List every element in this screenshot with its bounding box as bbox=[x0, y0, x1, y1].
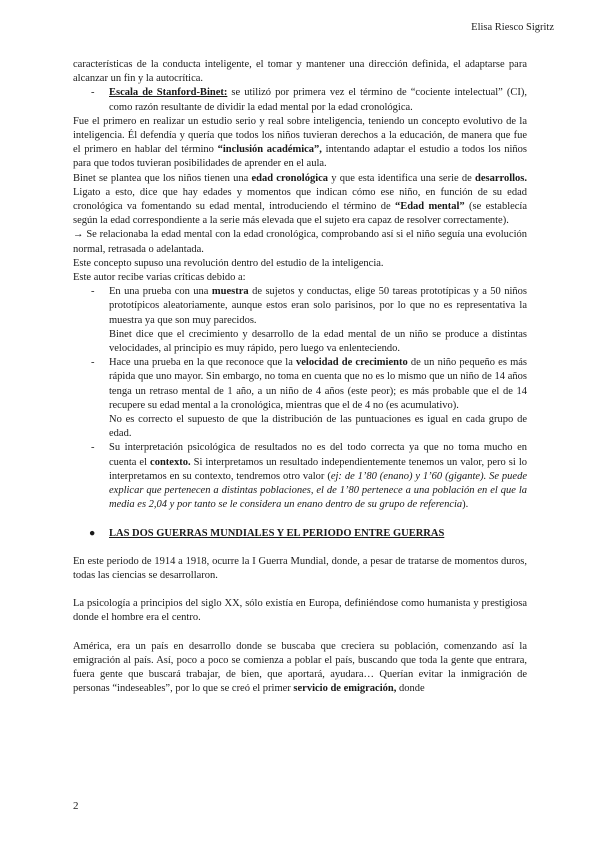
stanford-list bbox=[73, 86, 527, 114]
paragraph-binet-pioneer bbox=[73, 115, 527, 172]
list-item-muestra bbox=[73, 285, 527, 356]
term-contexto: contexto. bbox=[150, 456, 191, 468]
example-italic: ej: de 1’80 (enano) y 1’60 (gigante). Se puede explicar que pertenecen a distintas poblaciones, el de 1’80 pertenece a una población en el que la media es 2,04 y por tanto se le considera un enano dentro de su grupo de referencia bbox=[109, 470, 527, 511]
text-run: Ligato a esto, dice que hay edades y momentos que indican cómo ese niño, en función de su edad cronológica va fomentando su edad mental, introduciendo el término de bbox=[73, 186, 527, 213]
paragraph-america bbox=[73, 640, 527, 697]
section-title: LAS DOS GUERRAS MUNDIALES Y EL PERIODO ENTRE GUERRAS bbox=[109, 527, 445, 539]
term-muestra: muestra bbox=[211, 286, 249, 298]
text-run: Su interpretación psicológica de resultados no es del todo correcta ya que no toma mucho en cuenta el bbox=[109, 442, 527, 468]
list-item-velocidad bbox=[73, 356, 527, 441]
paragraph-revolution: Este concepto supuso una revolución dentro del estudio de la inteligencia. bbox=[73, 257, 384, 269]
criticism-list bbox=[73, 285, 527, 512]
text-run: intentando adaptar el estudio a todos los niños para que todos tuvieran posibilidades de aprender en el aula. bbox=[73, 144, 527, 170]
list-item-stanford bbox=[73, 86, 527, 114]
text-run: En una prueba con una bbox=[109, 286, 212, 298]
text-run: de sujetos y conductas, elige 50 tareas prototípicas y a 50 niños prototípicos aleatoriamente, aunque estos eran solo parisinos, por lo que no es representativa la muestra ya que son muy parecidos. bbox=[109, 286, 528, 326]
text-run: Fue el primero en realizar un estudio serio y real sobre inteligencia, teniendo un concepto evolutivo de la inteligencia. Él defendía y quería que todos los niños tuvieran derechos a la educación, de manera que fue el primero en hablar del término bbox=[73, 115, 527, 156]
paragraph-i-guerra: En este periodo de 1914 a 1918, ocurre la I Guerra Mundial, donde, a pesar de tratarse de momentos duros, todas las ciencias se desarrollaron. bbox=[73, 555, 527, 581]
text-run: y que esta identifica una serie de bbox=[328, 172, 475, 184]
paragraph-velocidades: Binet dice que el crecimiento y desarrollo de la edad mental de un niño se produce a distintas velocidades, al principio es muy rápido, pero luego va enlenteciendo. bbox=[109, 328, 527, 355]
section-heading bbox=[73, 527, 527, 541]
term-edad-cronologica: edad cronológica bbox=[251, 172, 329, 184]
term-desarrollos: desarrollos. bbox=[475, 172, 528, 184]
text-run: América, era un país en desarrollo donde se buscaba que creciera su población, comenzando así la emigración al país. Así, poco a poco se comienza a poblar el país, buscando que toda la gente que entrara, fuera gente que buscará trabajar, de bien, que aportará, ayudara… Querían evitar la inmigración de personas “indeseables”, por lo que se creó el primer bbox=[73, 640, 527, 695]
term-velocidad-crecimiento: velocidad de crecimiento bbox=[296, 357, 408, 369]
paragraph-psicologia-europa: La psicología a principios del siglo XX, sólo existía en Europa, definiéndose como humanista y prestigiosa donde el hombre era el centro. bbox=[73, 598, 527, 624]
term-inclusion-academica: “inclusión académica”, bbox=[217, 144, 322, 156]
text-run: de un niño pequeño es más rápida que uno mayor. Sin embargo, no toma en cuenta que no es lo mismo que un niño de 14 años tenga un retraso mental de 1 año, a un niño de 4 años (este peor); es más probable que el de 14 recupere su edad mental a la cronológica, mientras que el de 4 no (es acumulativo). bbox=[109, 357, 527, 411]
text-run: (se establecía según la edad correspondiente a la serie más elevada que el sujeto era capaz de resolver correctamente). bbox=[73, 201, 528, 227]
document-body bbox=[73, 58, 527, 696]
stanford-text: se utilizó por primera vez el término de “cociente intelectual” (CI), como razón resultante de dividir la edad mental por la edad cronológica. bbox=[109, 87, 527, 113]
text-run: donde bbox=[396, 683, 425, 695]
term-edad-mental: “Edad mental” bbox=[394, 201, 465, 213]
page-header-author: Elisa Riesco Sigritz bbox=[471, 22, 554, 33]
page-number: 2 bbox=[73, 800, 79, 812]
text-run: Si interpretamos un resultado independientemente tenemos un valor, pero si lo interpretamos en su contexto, tendremos otro valor ( bbox=[109, 456, 528, 482]
paragraph-continuation: características de la conducta inteligente, el tomar y mantener una dirección definida, el adaptarse para alcanzar un fin y la autocrítica. bbox=[73, 59, 527, 85]
term-stanford-binet: Escala de Stanford-Binet: bbox=[109, 87, 228, 99]
paragraph-arrow-note: → Se relacionaba la edad mental con la edad cronológica, comprobando así si el niño seguía una evolución normal, retrasada o adelantada. bbox=[73, 229, 527, 255]
text-run: Binet se plantea que los niños tienen una bbox=[73, 172, 252, 184]
text-run: ). bbox=[462, 499, 469, 511]
paragraph-criticism-intro: Este autor recibe varias críticas debido a: bbox=[73, 272, 246, 284]
paragraph-distribucion: No es correcto el supuesto de que la distribución de las puntuaciones es igual en cada grupo de edad. bbox=[109, 414, 527, 440]
term-servicio-emigracion: servicio de emigración, bbox=[293, 683, 397, 695]
paragraph-edad-cronologica bbox=[73, 172, 527, 229]
bullet-icon: ● bbox=[89, 527, 96, 539]
text-run: Hace una prueba en la que reconoce que la bbox=[109, 357, 297, 369]
list-item-contexto bbox=[73, 441, 527, 512]
